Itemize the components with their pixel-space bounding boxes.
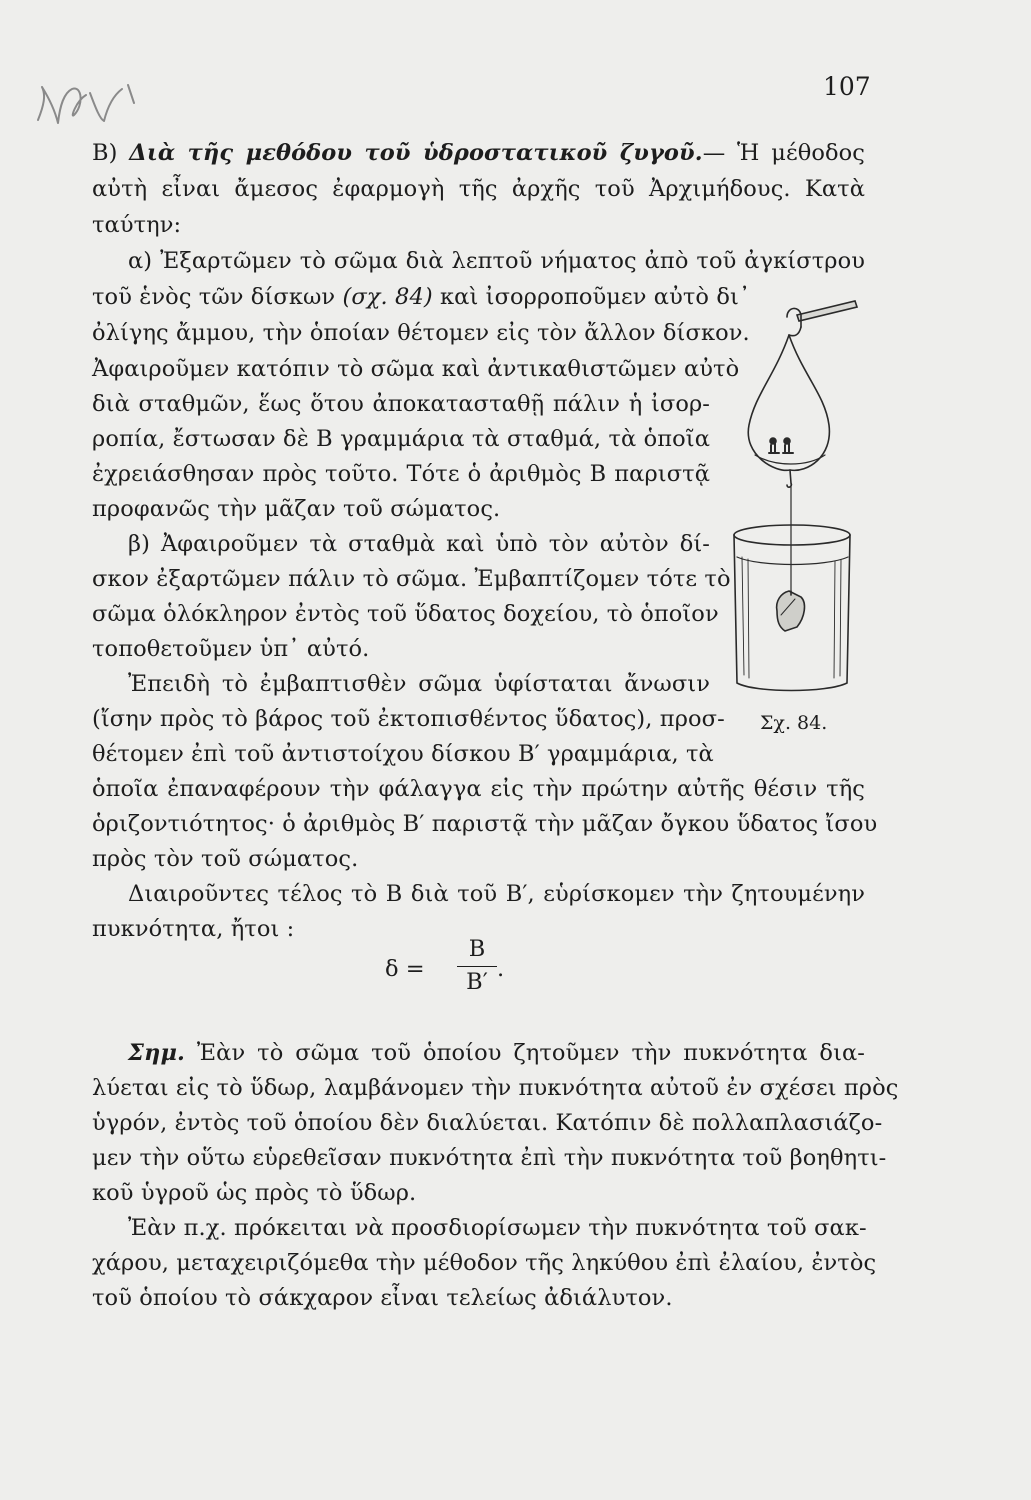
- text-line: (ἴσην πρὸς τὸ βάρος τοῦ ἐκτοπισθέντος ὕδατος), προσ-: [92, 706, 725, 732]
- text-line: β) Ἀφαιροῦμεν τὰ σταθμὰ καὶ ὑπὸ τὸν αὐτὸν δί-: [128, 531, 710, 557]
- text-span: Ἐὰν τὸ σῶμα τοῦ ὁποίου ζητοῦμεν τὴν πυκνότητα δια-: [184, 1040, 865, 1066]
- text-line: θέτομεν ἐπὶ τοῦ ἀντιστοίχου δίσκου Β′ γραμμάρια, τὰ: [92, 741, 714, 767]
- handwritten-annotation: [30, 75, 140, 150]
- text-line: αὐτὴ εἶναι ἄμεσος ἐφαρμογὴ τῆς ἀρχῆς τοῦ Ἀρχιμήδους. Κατὰ: [92, 176, 865, 202]
- note-line: χάρου, μεταχειριζόμεθα τὴν μέθοδον τῆς ληκύθου ἐπὶ ἐλαίου, ἐντὸς: [92, 1250, 877, 1276]
- note-label: Σημ.: [128, 1040, 185, 1066]
- note-line: μεν τὴν οὕτω εὑρεθεῖσαν πυκνότητα ἐπὶ τὴν πυκνότητα τοῦ βοηθητι-: [92, 1145, 887, 1171]
- text-line: α) Ἐξαρτῶμεν τὸ σῶμα διὰ λεπτοῦ νήματος ἀπὸ τοῦ ἀγκίστρου: [128, 248, 865, 274]
- text-line: προφανῶς τὴν μᾶζαν τοῦ σώματος.: [92, 496, 501, 522]
- text-line: πρὸς τὸν τοῦ σώματος.: [92, 846, 359, 872]
- formula-fraction: [455, 936, 499, 995]
- hydrostatic-balance-figure: [715, 295, 865, 715]
- page-number: 107: [823, 72, 871, 101]
- density-formula: [385, 936, 515, 1006]
- text-line: [92, 284, 751, 310]
- text-line: τοποθετοῦμεν ὑπ᾿ αὐτό.: [92, 636, 370, 662]
- formula-denominator: Β′: [466, 969, 488, 995]
- text-line: Ἀφαιροῦμεν κατόπιν τὸ σῶμα καὶ ἀντικαθιστῶμεν αὐτὸ: [92, 356, 740, 382]
- text-line: Ἐπειδὴ τὸ ἐμβαπτισθὲν σῶμα ὑφίσταται ἄνωσιν: [128, 671, 710, 697]
- section-title-tail: — Ἡ μέθοδος: [702, 140, 866, 166]
- text-span: τοῦ ἑνὸς τῶν δίσκων: [92, 284, 343, 310]
- section-heading: [92, 140, 865, 166]
- text-line: πυκνότητα, ἤτοι :: [92, 916, 295, 942]
- formula-numerator: Β: [468, 936, 486, 962]
- text-line: σκον ἐξαρτῶμεν πάλιν τὸ σῶμα. Ἐμβαπτίζομεν τότε τὸ: [92, 566, 731, 592]
- note-line: [128, 1040, 865, 1066]
- note-line: κοῦ ὑγροῦ ὡς πρὸς τὸ ὕδωρ.: [92, 1180, 417, 1206]
- text-span: καὶ ἰσορροποῦμεν αὐτὸ δι᾿: [432, 284, 751, 310]
- figure-caption: Σχ. 84.: [760, 712, 828, 734]
- text-line: σῶμα ὁλόκληρον ἐντὸς τοῦ ὕδατος δοχείου, τὸ ὁποῖον: [92, 601, 719, 627]
- text-line: ροπία, ἔστωσαν δὲ Β γραμμάρια τὰ σταθμά, τὰ ὁποῖα: [92, 426, 710, 452]
- text-line: Διαιροῦντες τέλος τὸ Β διὰ τοῦ Β′, εὑρίσκομεν τὴν ζητουμένην: [128, 881, 865, 907]
- figure-reference: (σχ. 84): [342, 284, 433, 310]
- note-line: λύεται εἰς τὸ ὕδωρ, λαμβάνομεν τὴν πυκνότητα αὐτοῦ ἐν σχέσει πρὸς: [92, 1075, 899, 1101]
- text-line: ὁποῖα ἐπαναφέρουν τὴν φάλαγγα εἰς τὴν πρώτην αὐτῆς θέσιν τῆς: [92, 776, 865, 802]
- section-label: Β): [92, 140, 130, 166]
- text-line: ὀλίγης ἄμμου, τὴν ὁποίαν θέτομεν εἰς τὸν ἄλλον δίσκον.: [92, 320, 750, 346]
- formula-tail: .: [497, 956, 505, 982]
- formula-lhs: δ =: [385, 956, 425, 982]
- note-line: Ἐὰν π.χ. πρόκειται νὰ προσδιορίσωμεν τὴν πυκνότητα τοῦ σακ-: [128, 1215, 867, 1241]
- note-line: ὑγρόν, ἐντὸς τοῦ ὁποίου δὲν διαλύεται. Κατόπιν δὲ πολλαπλασιάζο-: [92, 1110, 883, 1136]
- text-line: ὁριζοντιότητος· ὁ ἀριθμὸς Β′ παριστᾷ τὴν μᾶζαν ὄγκου ὕδατος ἴσου: [92, 811, 878, 837]
- text-line: ἐχρειάσθησαν πρὸς τοῦτο. Τότε ὁ ἀριθμὸς Β παριστᾷ: [92, 461, 710, 487]
- note-line: τοῦ ὁποίου τὸ σάκχαρον εἶναι τελείως ἀδιάλυτον.: [92, 1285, 673, 1311]
- text-line: διὰ σταθμῶν, ἕως ὅτου ἀποκατασταθῇ πάλιν ἡ ἰσορ-: [92, 391, 710, 417]
- text-line: ταύτην:: [92, 212, 182, 238]
- section-title: Διὰ τῆς μεθόδου τοῦ ὑδροστατικοῦ ζυγοῦ.: [129, 140, 703, 166]
